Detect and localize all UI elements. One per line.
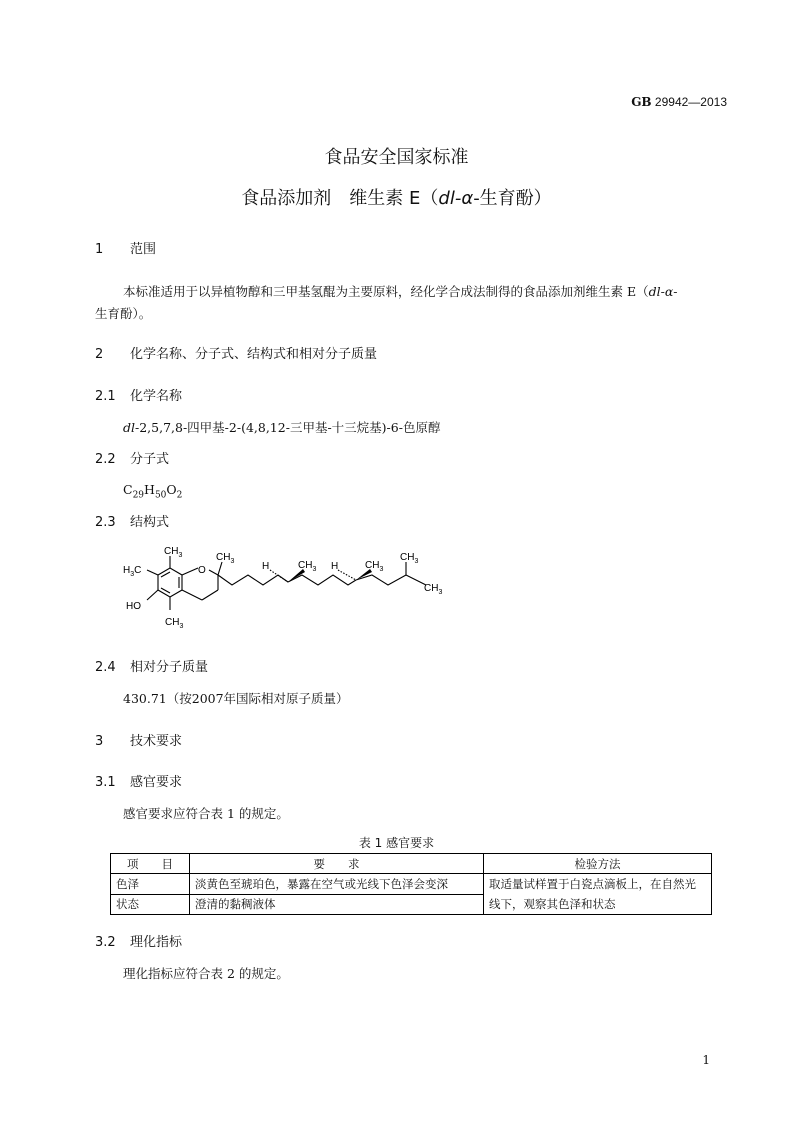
physicochemical-text: 理化指标应符合表 2 的规定。 [123, 966, 289, 981]
scope-text-line1: 本标准适用于以异植物醇和三甲基氢醌为主要原料，经化学合成法制得的食品添加剂维生素 E（dl-α- [123, 284, 678, 299]
molecular-formula: $C_{29}H_{50}O_2$ [123, 482, 183, 501]
page-number: 1 [702, 1053, 710, 1067]
h3c-label: $H_3C$ [123, 565, 142, 578]
ch3-label-bottom: $CH_3$ [165, 617, 184, 630]
table-header-method: 检验方法 [484, 854, 712, 874]
section-2-heading: 2 化学名称、分子式、结构式和相对分子质量 [95, 347, 378, 362]
ch3-label-terminal: $CH_3$ [424, 583, 443, 596]
table-cell-requirement: 澄清的黏稠液体 [190, 894, 484, 915]
ch3-label-c2: $CH_3$ [216, 552, 235, 565]
ch3-label-chain2: $CH_3$ [365, 560, 384, 573]
section-2-1-heading: 2.1 化学名称 [95, 389, 183, 404]
table-row [111, 874, 712, 895]
table-header-requirement: 要 求 [190, 854, 484, 874]
table-caption: 表 1 感官要求 [358, 836, 435, 850]
table-cell-item: 色泽 [111, 874, 190, 895]
table-cell-item: 状态 [111, 894, 190, 915]
ho-label: HO [126, 601, 141, 612]
scope-text-line2: 生育酚）。 [95, 306, 152, 321]
table-header-item: 项 目 [111, 854, 190, 874]
document-subtitle: 食品添加剂 维生素 E（dl-α-生育酚） [241, 188, 552, 209]
h-label-1: H [262, 561, 270, 572]
molecular-mass: 430.71（按2007年国际相对原子质量） [123, 691, 349, 706]
section-3-heading: 3 技术要求 [95, 734, 183, 749]
table-header-row [111, 854, 712, 874]
table-cell-method: 取适量试样置于白瓷点滴板上，在自然光 线下，观察其色泽和状态 [484, 874, 712, 915]
sensory-requirements-text: 感官要求应符合表 1 的规定。 [123, 806, 289, 821]
ring-oxygen-label: O [198, 565, 206, 576]
section-1-heading: 1 范围 [95, 242, 157, 257]
section-3-1-heading: 3.1 感官要求 [95, 775, 183, 790]
ch3-label-top: $CH_3$ [164, 546, 183, 559]
ch3-label-chain3: $CH_3$ [400, 552, 419, 565]
sensory-table [110, 853, 712, 915]
standard-number: GB 29942—2013 [631, 95, 727, 109]
h-label-2: H [331, 561, 339, 572]
structural-formula [110, 540, 460, 640]
section-2-2-heading: 2.2 分子式 [95, 452, 170, 467]
section-3-2-heading: 3.2 理化指标 [95, 935, 183, 950]
ch3-label-chain1: $CH_3$ [298, 560, 317, 573]
section-2-3-heading: 2.3 结构式 [95, 515, 170, 530]
document-title: 食品安全国家标准 [324, 147, 469, 168]
table-cell-requirement: 淡黄色至琥珀色，暴露在空气或光线下色泽会变深 [190, 874, 484, 895]
chemical-name: dl-2,5,7,8-四甲基-2-(4,8,12-三甲基-十三烷基)-6-色原醇 [123, 420, 441, 435]
section-2-4-heading: 2.4 相对分子质量 [95, 660, 209, 675]
